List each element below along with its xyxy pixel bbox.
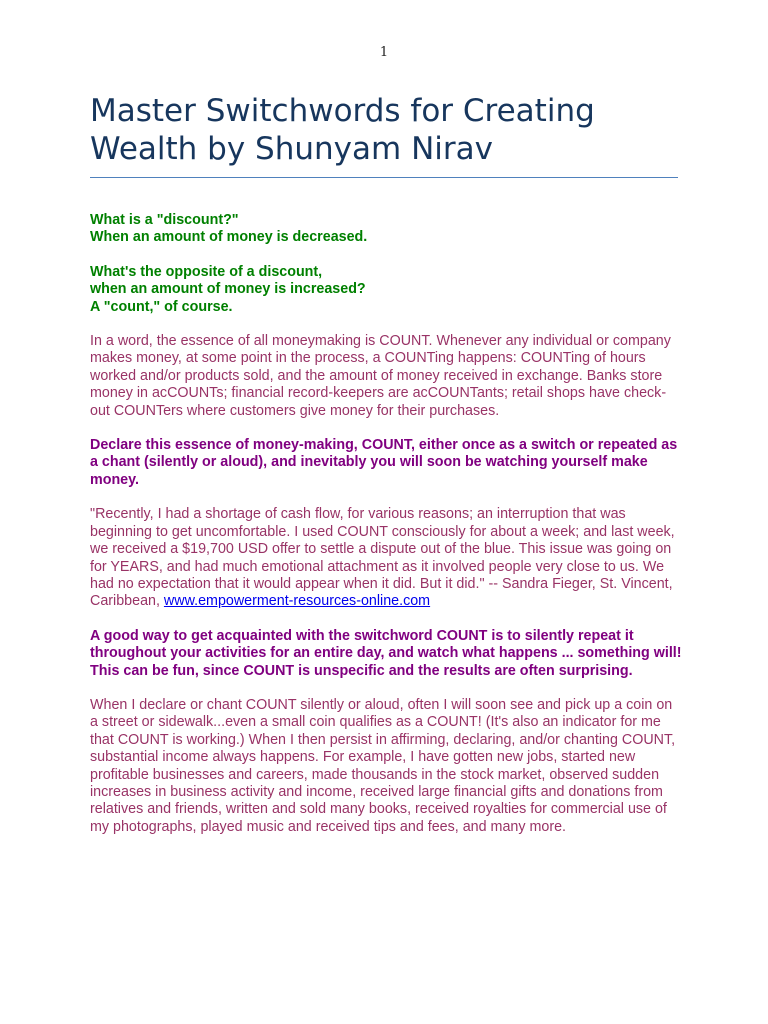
document-body <box>90 212 682 853</box>
question-line: What's the opposite of a discount, <box>90 263 323 280</box>
question-line: when an amount of money is increased? <box>90 281 366 298</box>
declare-paragraph: Declare this essence of money-making, COUNT, either once as a switch or repeated as a chant (silently or aloud), and inevitably you will soon be watching yourself make money. <box>90 437 678 488</box>
page-number: 1 <box>379 45 389 60</box>
opposite-question <box>90 264 682 316</box>
good-way-paragraph: A good way to get acquainted with the switchword COUNT is to silently repeat it throughout your activities for an entire day, and watch what happens ... something will! This can be fun, since COUNT is unspecific and the results are often surprising. <box>90 627 682 679</box>
experience-paragraph: When I declare or chant COUNT silently or aloud, often I will soon see and pick up a coin on a street or sidewalk...even a small coin qualifies as a COUNT! (It's also an indicator for me that COUNT is working.) When I then persist in affirming, declaring, and/or chanting COUNT, substantial income always happens. For example, I have gotten new jobs, started new profitable businesses and careers, made thousands in the stock market, observed sudden increases in business activity and income, received large financial gifts and donations from relatives and friends, written and sold many books, received royalties for commercial use of my photographs, played music and received tips and fees, and many more. <box>90 696 676 835</box>
website-link[interactable]: www.empowerment-resources-online.com <box>163 593 431 610</box>
document-title: Master Switchwords for Creating Wealth by Shunyam Nirav <box>90 93 595 167</box>
testimonial-text: "Recently, I had a shortage of cash flow, for various reasons; an interruption that was beginning to get uncomfortable. I used COUNT consciously for about a week; and last week, we received a $19,700 USD offer to settle a dispute out of the blue. This issue was going on for YEARS, and had much emotional attachment as it involved people very close to us. We had no expectation that it would appear when it did. But it did." -- Sandra Fieger, St. Vincent, Caribbean, <box>90 506 675 610</box>
testimonial-paragraph <box>90 506 682 610</box>
question-line: What is a "discount?" <box>90 212 239 228</box>
answer-line: When an amount of money is decreased. <box>90 229 368 246</box>
title-underline <box>90 177 678 178</box>
essence-paragraph: In a word, the essence of all moneymaking is COUNT. Whenever any individual or company makes money, at some point in the process, a COUNTing happens: COUNTing of hours worked and/or products sold, and the amount of money received in exchange. Banks store money in acCOUNTs; financial record-keepers are acCOUNTants; retail shops have check-out COUNTers where customers give money for their purchases. <box>90 333 671 419</box>
answer-line: A "count," of course. <box>90 298 233 315</box>
discount-question <box>90 212 682 247</box>
